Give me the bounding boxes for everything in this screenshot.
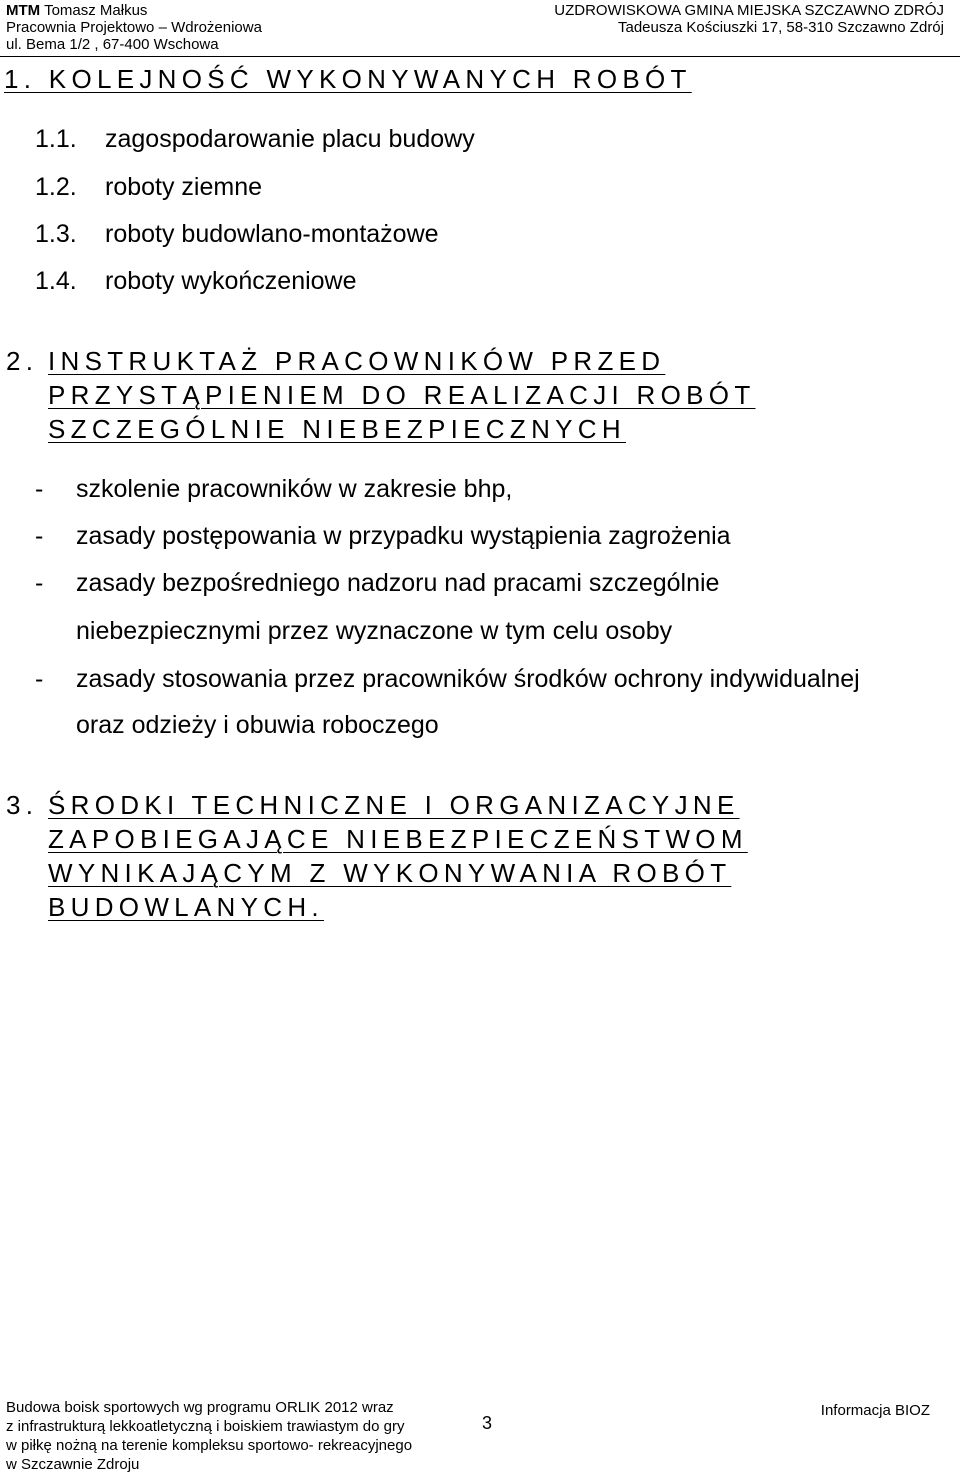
client-address: Tadeusza Kościuszki 17, 58-310 Szczawno Zdrój xyxy=(617,19,944,36)
header-left xyxy=(6,2,262,53)
header-right xyxy=(554,2,944,36)
list-item: 1.4. roboty wykończeniowe xyxy=(35,267,357,295)
section1-heading: 1. KOLEJNOŚĆ WYKONYWANYCH ROBÓT xyxy=(4,64,692,94)
list-item: - zasady bezpośredniego nadzoru nad pracami szczególnie niebezpiecznymi przez wyznaczone w tym celu osoby xyxy=(35,569,720,645)
company-name: MTM Tomasz Małkus xyxy=(6,2,148,19)
list-item: 1.3. roboty budowlano-montażowe xyxy=(35,220,439,248)
list-item: - zasady postępowania w przypadku wystąpienia zagrożenia xyxy=(35,522,731,550)
section3-number: 3. xyxy=(6,790,39,820)
list-item: - szkolenie pracowników w zakresie bhp, xyxy=(35,475,513,503)
section3-heading: ŚRODKI TECHNICZNE I ORGANIZACYJNE ZAPOBIEGAJĄCE NIEBEZPIECZEŃSTWOM WYNIKAJĄCYM Z WYKONYWANIA ROBÓT BUDOWLANYCH. xyxy=(48,790,748,922)
list-item: 1.2. roboty ziemne xyxy=(35,173,263,201)
company-description: Pracownia Projektowo – Wdrożeniowa xyxy=(6,19,262,36)
page-number: 3 xyxy=(482,1413,493,1433)
list-item: 1.1. zagospodarowanie placu budowy xyxy=(35,125,475,153)
company-address: ul. Bema 1/2 , 67-400 Wschowa xyxy=(6,36,219,53)
footer-document-type: Informacja BIOZ xyxy=(820,1402,930,1419)
footer-project-title: Budowa boisk sportowych wg programu ORLIK 2012 wraz z infrastrukturą lekkoatletyczną i boiskiem trawiastym do gry w piłkę nożną na terenie kompleksu sportowo- rekreacyjnego w Szczawnie Zdroju xyxy=(6,1399,413,1473)
section2-heading: INSTRUKTAŻ PRACOWNIKÓW PRZED PRZYSTĄPIENIEM DO REALIZACJI ROBÓT SZCZEGÓLNIE NIEBEZPIECZNYCH xyxy=(48,346,756,444)
header-divider xyxy=(0,56,960,57)
section2-number: 2. xyxy=(6,346,39,376)
list-item: - zasady stosowania przez pracowników środków ochrony indywidualnej oraz odzieży i obuwia roboczego xyxy=(35,665,860,739)
client-name: UZDROWISKOWA GMINA MIEJSKA SZCZAWNO ZDRÓJ xyxy=(554,2,944,19)
